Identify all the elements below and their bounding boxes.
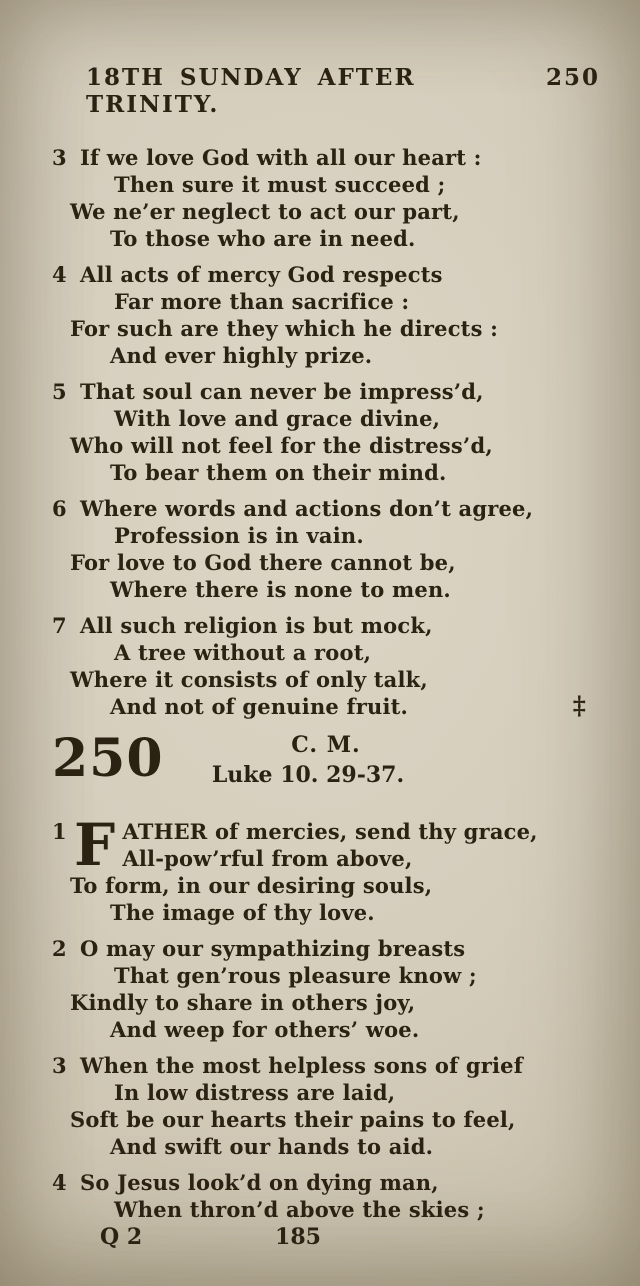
verse-line: And weep for others’ woe. bbox=[110, 1017, 420, 1042]
verse-number: 5 bbox=[52, 379, 67, 404]
verse-line: The image of thy love. bbox=[110, 900, 375, 925]
verse-number: 3 bbox=[52, 145, 67, 170]
verse-line: Where there is none to men. bbox=[110, 577, 451, 602]
verse-line: To those who are in need. bbox=[110, 226, 416, 251]
verse-line: With love and grace divine, bbox=[114, 406, 441, 431]
verse-line: And swift our hands to aid. bbox=[110, 1134, 434, 1159]
verse-line: Soft be our hearts their pains to feel, bbox=[70, 1107, 516, 1132]
verse-line: In low distress are laid, bbox=[114, 1080, 396, 1105]
drop-cap: F bbox=[74, 811, 116, 879]
verse-line: When thron’d above the skies ; bbox=[114, 1197, 485, 1222]
verse-number: 6 bbox=[52, 496, 67, 521]
verse-line: All acts of mercy God respects bbox=[80, 262, 443, 287]
verse-line: Kindly to share in others joy, bbox=[70, 990, 416, 1015]
signature-mark: Q 2 bbox=[100, 1224, 143, 1250]
verse-line: So Jesus look’d on dying man, bbox=[80, 1170, 439, 1195]
verse-number: 4 bbox=[52, 262, 67, 287]
verse bbox=[52, 811, 602, 926]
verse-line: When the most helpless sons of grief bbox=[80, 1053, 523, 1078]
verse-line: Where words and actions don’t agree, bbox=[80, 496, 534, 521]
hymn-meter: C. M. bbox=[291, 732, 361, 758]
verse-line: O may our sympathizing breasts bbox=[80, 936, 466, 961]
verse-number: 1 bbox=[52, 819, 67, 844]
verse bbox=[52, 1052, 602, 1160]
hymn-scripture-reference: Luke 10. 29-37. bbox=[211, 762, 405, 788]
verse bbox=[52, 935, 602, 1043]
hymn-250-heading bbox=[52, 730, 600, 792]
hymn-250-verses bbox=[0, 811, 640, 1223]
double-dagger-mark: ‡ bbox=[572, 691, 586, 720]
verse-line: Then sure it must succeed ; bbox=[114, 172, 446, 197]
verse-line: To form, in our desiring souls, bbox=[70, 873, 433, 898]
page-number: 185 bbox=[275, 1224, 321, 1250]
verse bbox=[52, 495, 602, 603]
verse bbox=[52, 144, 602, 252]
verse-number: 4 bbox=[52, 1170, 67, 1195]
verse-line: And not of genuine fruit. bbox=[110, 694, 409, 719]
verse-line: All-pow’rful from above, bbox=[122, 846, 413, 871]
continued-hymn-verses bbox=[0, 144, 640, 720]
verse-number: 2 bbox=[52, 936, 67, 961]
verse bbox=[52, 261, 602, 369]
verse bbox=[52, 1169, 602, 1223]
hymn-number-display: 250 bbox=[52, 728, 164, 789]
verse-line: That gen’rous pleasure know ; bbox=[114, 963, 477, 988]
verse-line: If we love God with all our heart : bbox=[80, 145, 482, 170]
verse-line: And ever highly prize. bbox=[110, 343, 373, 368]
verse bbox=[52, 612, 602, 720]
verse-number: 7 bbox=[52, 613, 67, 638]
verse-line: To bear them on their mind. bbox=[110, 460, 447, 485]
dropcap-line bbox=[52, 811, 602, 879]
verse-line: That soul can never be impress’d, bbox=[80, 379, 484, 404]
running-hymn-number: 250 bbox=[545, 64, 600, 91]
verse-line: We ne’er neglect to act our part, bbox=[70, 199, 460, 224]
verse-line: For love to God there cannot be, bbox=[70, 550, 456, 575]
verse-line: For such are they which he directs : bbox=[70, 316, 499, 341]
verse-line: A tree without a root, bbox=[114, 640, 372, 665]
verse-line: Profession is in vain. bbox=[114, 523, 364, 548]
verse-number: 3 bbox=[52, 1053, 67, 1078]
verse bbox=[52, 378, 602, 486]
verse-line: Far more than sacrifice : bbox=[114, 289, 410, 314]
verse-line: ATHER of mercies, send thy grace, bbox=[122, 819, 538, 844]
verse-line: Where it consists of only talk, bbox=[70, 667, 428, 692]
verse-line: All such religion is but mock, bbox=[80, 613, 433, 638]
verse-line: Who will not feel for the distress’d, bbox=[70, 433, 493, 458]
running-title: 18TH SUNDAY AFTER TRINITY. bbox=[86, 64, 416, 118]
running-header bbox=[0, 64, 640, 118]
